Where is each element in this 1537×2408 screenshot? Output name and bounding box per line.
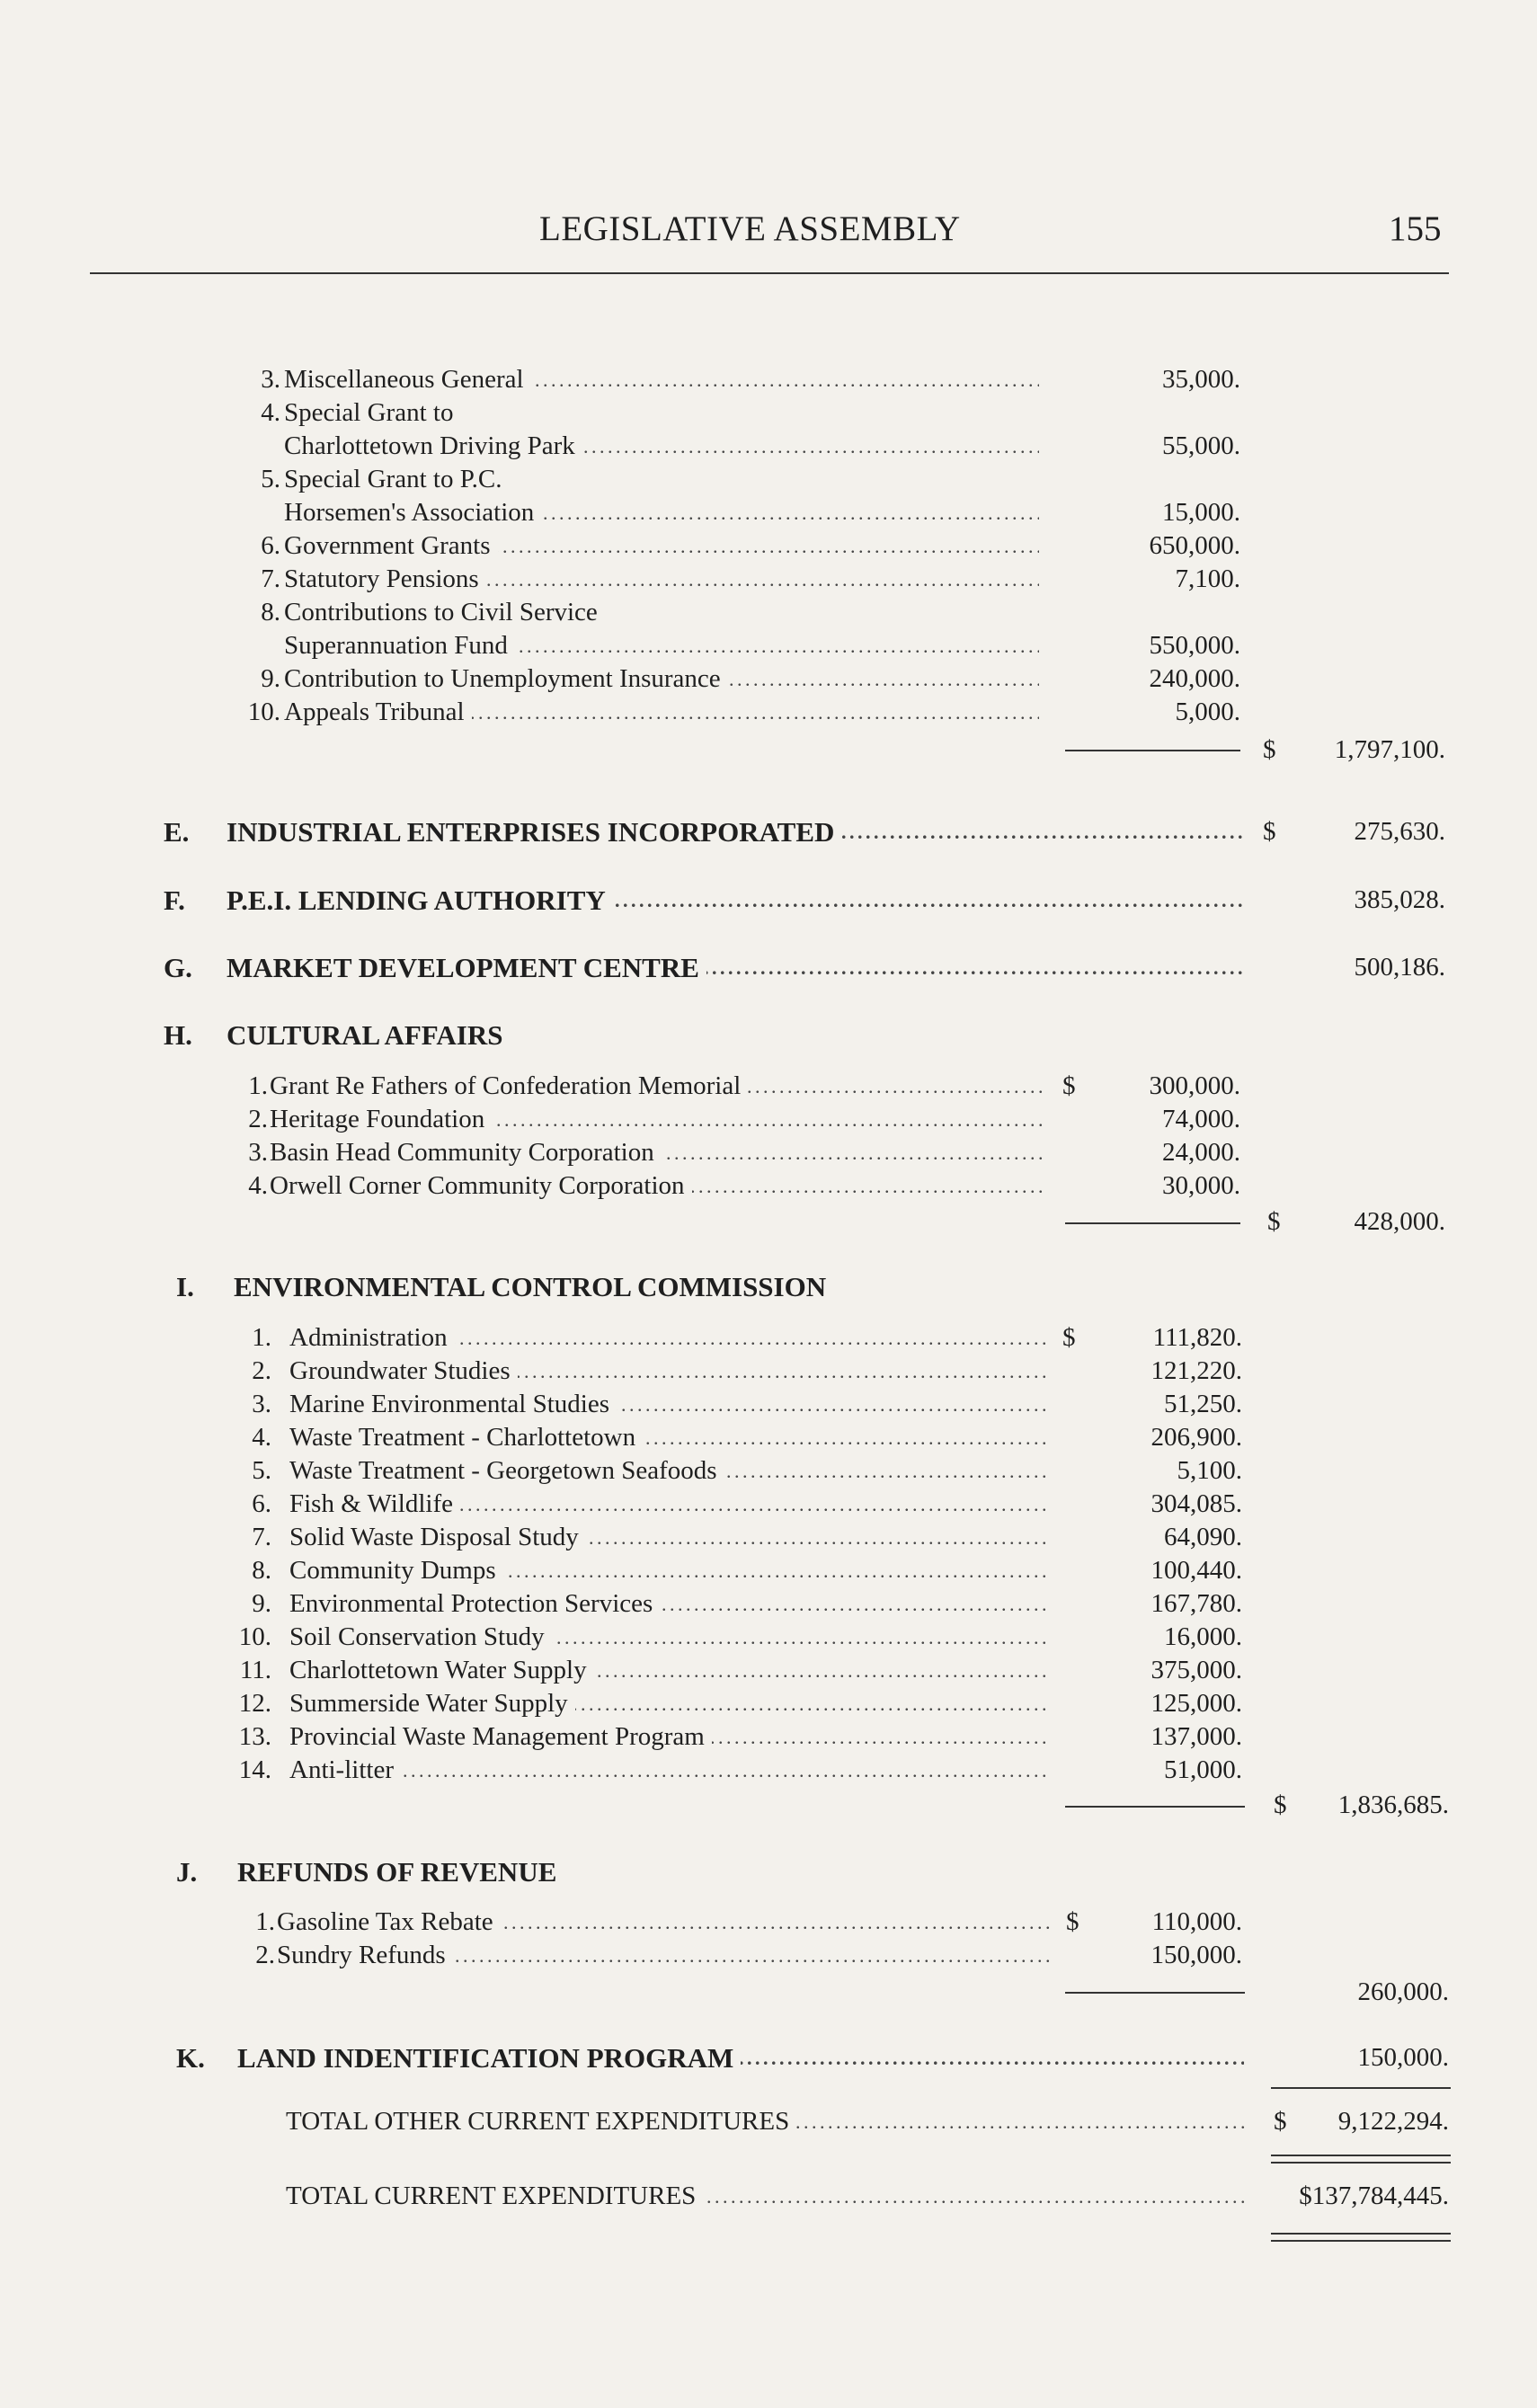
- item-label-text: Statutory Pensions: [284, 564, 486, 593]
- item-amount: 51,250.: [1164, 1390, 1242, 1418]
- item-number: 4.: [252, 1423, 271, 1452]
- item-amount: 15,000.: [1162, 498, 1240, 527]
- section-title: [227, 1018, 946, 1052]
- section-title: [227, 884, 1242, 917]
- item-amount: 24,000.: [1162, 1138, 1240, 1167]
- item-label: [289, 1321, 1049, 1355]
- dollar-sign: $: [1274, 1790, 1287, 1819]
- item-amount: 375,000.: [1151, 1656, 1242, 1684]
- item-label-text: Gasoline Tax Rebate: [277, 1907, 501, 1936]
- section-letter: K.: [176, 2042, 205, 2074]
- subtotal-rule: [1065, 1806, 1245, 1808]
- item-amount: 51,000.: [1164, 1755, 1242, 1784]
- item-amount: 100,440.: [1151, 1556, 1242, 1585]
- item-label-text: Contributions to Civil Service: [284, 598, 605, 626]
- item-label-text: Waste Treatment - Charlottetown: [289, 1423, 643, 1452]
- item-amount: 121,220.: [1151, 1356, 1242, 1385]
- section-title-text: INDUSTRIAL ENTERPRISES INCORPORATED: [227, 816, 841, 848]
- item-number: 9.: [252, 1589, 271, 1618]
- dollar-sign: $: [1062, 1071, 1076, 1100]
- dollar-sign: $: [1267, 1207, 1281, 1236]
- item-label: [289, 1720, 1049, 1754]
- item-label: [284, 363, 1039, 396]
- section-title-text: LAND INDENTIFICATION PROGRAM: [237, 2042, 741, 2074]
- item-amount: 5,100.: [1177, 1456, 1242, 1485]
- item-amount: 64,090.: [1164, 1523, 1242, 1551]
- section-title-text: P.E.I. LENDING AUTHORITY: [227, 884, 613, 916]
- double-rule-top: [1271, 2155, 1451, 2156]
- item-number: 7.: [252, 1523, 271, 1551]
- total-rule: [1271, 2087, 1451, 2089]
- item-label-text: Charlottetown Driving Park: [284, 431, 582, 460]
- section-total: 500,186.: [1354, 953, 1445, 982]
- item-label: [289, 1355, 1049, 1388]
- item-label-text: Special Grant to P.C.: [284, 465, 509, 493]
- item-amount: 137,000.: [1151, 1722, 1242, 1751]
- section-title: [237, 1855, 956, 1888]
- section-title-text: ENVIRONMENTAL CONTROL COMMISSION: [234, 1271, 833, 1302]
- dollar-sign: $: [1062, 1323, 1076, 1352]
- dollar-sign: $: [1263, 735, 1276, 764]
- item-label-text: Grant Re Fathers of Confederation Memorial: [270, 1071, 748, 1100]
- item-number: 3.: [248, 1138, 268, 1167]
- double-rule-top: [1271, 2233, 1451, 2235]
- section-title: [227, 815, 1242, 849]
- item-number: 12.: [238, 1689, 271, 1718]
- item-label-text: Soil Conservation Study: [289, 1622, 552, 1651]
- item-label-text: Administration: [289, 1323, 455, 1352]
- total-current-amount: $137,784,445.: [1299, 2181, 1449, 2210]
- item-label: [289, 1421, 1049, 1454]
- item-label-text: Contribution to Unemployment Insurance: [284, 664, 728, 693]
- item-number: 2.: [252, 1356, 271, 1385]
- section-letter: F.: [164, 884, 185, 916]
- item-label-text: Heritage Foundation: [270, 1105, 492, 1133]
- section-letter: H.: [164, 1019, 192, 1051]
- item-label: [270, 1169, 1043, 1203]
- item-amount: 650,000.: [1149, 531, 1240, 560]
- item-number: 14.: [238, 1755, 271, 1784]
- item-number: 1.: [255, 1907, 275, 1936]
- item-number: 1.: [252, 1323, 271, 1352]
- item-amount: 167,780.: [1151, 1589, 1242, 1618]
- item-number: 5.: [252, 1456, 271, 1485]
- section-total: 150,000.: [1357, 2043, 1449, 2072]
- item-amount: 300,000.: [1149, 1071, 1240, 1100]
- page-number: 155: [1389, 209, 1442, 248]
- item-label: [284, 629, 1039, 662]
- dollar-sign: $: [1263, 817, 1276, 846]
- section-title: [227, 951, 1242, 984]
- item-label: [270, 1070, 1043, 1103]
- section-title-text: CULTURAL AFFAIRS: [227, 1019, 511, 1051]
- item-label: [284, 529, 1039, 563]
- running-title: LEGISLATIVE ASSEMBLY: [539, 209, 961, 248]
- item-amount: 304,085.: [1151, 1489, 1242, 1518]
- section-letter: G.: [164, 952, 192, 983]
- subtotal-rule: [1065, 1992, 1245, 1994]
- total-current-label-text: TOTAL CURRENT EXPENDITURES: [286, 2181, 703, 2210]
- double-rule-bottom: [1271, 2162, 1451, 2164]
- item-label-text: Sundry Refunds: [277, 1941, 453, 1969]
- section-title: [234, 1270, 1043, 1303]
- item-label: [289, 1488, 1049, 1521]
- item-label: [284, 430, 1039, 463]
- item-label: [284, 496, 1039, 529]
- section-title-text: MARKET DEVELOPMENT CENTRE: [227, 952, 706, 983]
- item-label: [270, 1103, 1043, 1136]
- item-amount: 550,000.: [1149, 631, 1240, 660]
- section-title-text: REFUNDS OF REVENUE: [237, 1856, 564, 1888]
- item-amount: 5,000.: [1175, 698, 1240, 726]
- item-label-text: Groundwater Studies: [289, 1356, 518, 1385]
- item-label: [289, 1687, 1049, 1720]
- item-label-text: Summerside Water Supply: [289, 1689, 575, 1718]
- dollar-sign: $: [1274, 2107, 1287, 2136]
- item-amount: 16,000.: [1164, 1622, 1242, 1651]
- item-label: [284, 662, 1039, 696]
- item-label-text: Provincial Waste Management Program: [289, 1722, 712, 1751]
- item-label: [289, 1654, 1049, 1687]
- item-label-text: Appeals Tribunal: [284, 698, 472, 726]
- section-total: 385,028.: [1354, 885, 1445, 914]
- item-amount: 35,000.: [1162, 365, 1240, 394]
- item-amount: 150,000.: [1151, 1941, 1242, 1969]
- item-label: [284, 696, 1039, 729]
- section-total: 1,836,685.: [1337, 1790, 1449, 1819]
- item-number: 3.: [261, 365, 280, 394]
- item-amount: 206,900.: [1151, 1423, 1242, 1452]
- item-label: [289, 1521, 1049, 1554]
- item-label: [289, 1554, 1049, 1587]
- item-label-text: Community Dumps: [289, 1556, 503, 1585]
- item-label-text: Orwell Corner Community Corporation: [270, 1171, 692, 1200]
- item-label-text: Fish & Wildlife: [289, 1489, 460, 1518]
- item-number: 2.: [248, 1105, 268, 1133]
- item-number: 6.: [252, 1489, 271, 1518]
- item-label-text: Miscellaneous General: [284, 365, 531, 394]
- section-letter: E.: [164, 816, 190, 848]
- total-current-label: [286, 2180, 1248, 2213]
- section-total: 428,000.: [1354, 1207, 1445, 1236]
- item-number: 10.: [247, 698, 280, 726]
- item-number: 7.: [261, 564, 280, 593]
- item-label: [284, 563, 1039, 596]
- item-label: [277, 1939, 1050, 1972]
- item-number: 10.: [238, 1622, 271, 1651]
- item-label: [289, 1587, 1049, 1621]
- item-label: [277, 1906, 1050, 1939]
- subtotal-rule: [1065, 1222, 1240, 1224]
- item-number: 9.: [261, 664, 280, 693]
- total-other-label: [286, 2105, 1248, 2138]
- section-letter: I.: [176, 1271, 194, 1302]
- dollar-sign: $: [1066, 1907, 1079, 1936]
- section-letter: J.: [176, 1856, 198, 1888]
- item-label-text: Government Grants: [284, 531, 498, 560]
- item-amount: 7,100.: [1175, 564, 1240, 593]
- item-label: [270, 1136, 1043, 1169]
- item-label-text: Waste Treatment - Georgetown Seafoods: [289, 1456, 724, 1485]
- item-amount: 30,000.: [1162, 1171, 1240, 1200]
- total-other-label-text: TOTAL OTHER CURRENT EXPENDITURES: [286, 2107, 796, 2136]
- item-number: 8.: [252, 1556, 271, 1585]
- item-number: 5.: [261, 465, 280, 493]
- item-label-text: Special Grant to: [284, 398, 460, 427]
- item-label-text: Marine Environmental Studies: [289, 1390, 617, 1418]
- item-number: 8.: [261, 598, 280, 626]
- item-number: 1.: [248, 1071, 268, 1100]
- item-label: [289, 1621, 1049, 1654]
- item-label: [289, 1454, 1049, 1488]
- item-label: [289, 1754, 1049, 1787]
- item-number: 4.: [248, 1171, 268, 1200]
- item-label-text: Solid Waste Disposal Study: [289, 1523, 586, 1551]
- item-number: 3.: [252, 1390, 271, 1418]
- item-label-text: Anti-litter: [289, 1755, 401, 1784]
- item-label-text: Superannuation Fund: [284, 631, 515, 660]
- section-total: 260,000.: [1357, 1977, 1449, 2006]
- header-rule: [90, 272, 1449, 274]
- item-number: 4.: [261, 398, 280, 427]
- item-label: [284, 396, 1039, 430]
- section-total: 1,797,100.: [1334, 735, 1445, 764]
- item-number: 13.: [238, 1722, 271, 1751]
- item-amount: 55,000.: [1162, 431, 1240, 460]
- item-label-text: Basin Head Community Corporation: [270, 1138, 662, 1167]
- item-number: 11.: [239, 1656, 271, 1684]
- item-amount: 74,000.: [1162, 1105, 1240, 1133]
- item-label: [284, 596, 1039, 629]
- item-label: [284, 463, 1039, 496]
- section-title: [237, 2041, 1244, 2075]
- item-amount: 240,000.: [1149, 664, 1240, 693]
- item-label: [289, 1388, 1049, 1421]
- item-number: 2.: [255, 1941, 275, 1969]
- item-amount: 110,000.: [1151, 1907, 1242, 1936]
- total-other-amount: 9,122,294.: [1337, 2107, 1449, 2136]
- item-label-text: Horsemen's Association: [284, 498, 541, 527]
- section-total: 275,630.: [1354, 817, 1445, 846]
- item-number: 6.: [261, 531, 280, 560]
- item-amount: 125,000.: [1151, 1689, 1242, 1718]
- item-label-text: Charlottetown Water Supply: [289, 1656, 594, 1684]
- double-rule-bottom: [1271, 2240, 1451, 2242]
- item-label-text: Environmental Protection Services: [289, 1589, 660, 1618]
- item-amount: 111,820.: [1152, 1323, 1242, 1352]
- subtotal-rule: [1065, 750, 1240, 751]
